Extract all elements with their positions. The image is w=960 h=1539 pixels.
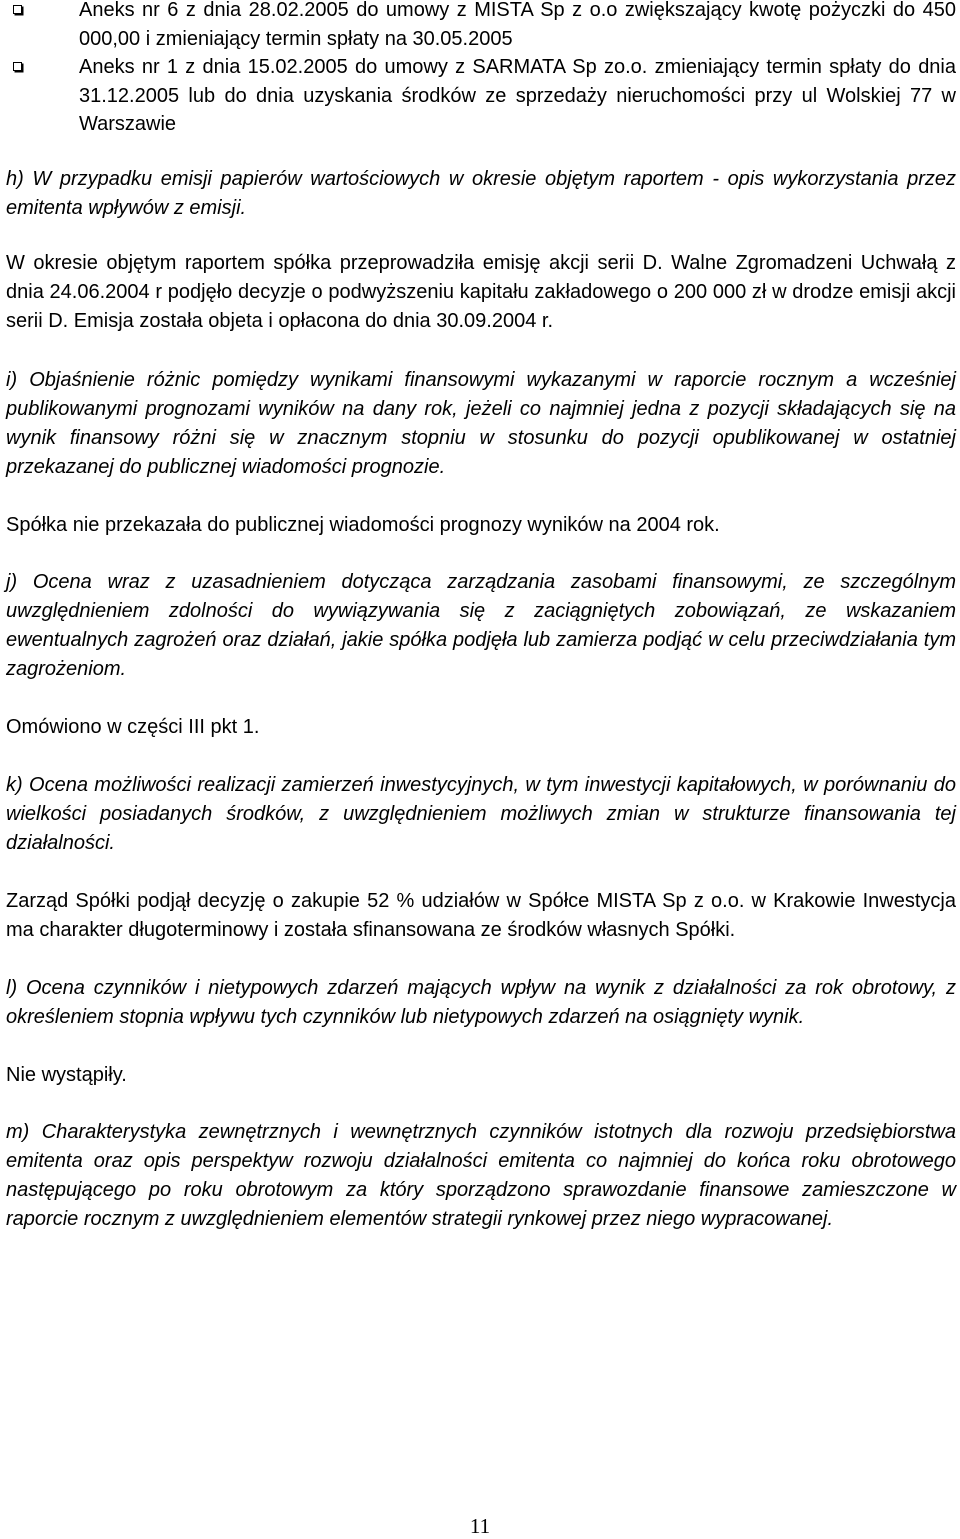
section-i-body: Spółka nie przekazała do publicznej wiadomości prognozy wyników na 2004 rok. — [6, 513, 720, 536]
section-i-heading: i) Objaśnienie różnic pomiędzy wynikami finansowymi wykazanymi w raporcie rocznym a wcześniej publikowanymi prognozami wyników na dany rok, jeżeli co najmniej jedna z pozycji składających się na wynik finansowy różni się w znacznym stopniu w stosunku do pozycji opublikowanej w ostatniej przekazanej do publicznej wiadomości prognozie. — [6, 368, 956, 478]
document-page — [6, 0, 956, 1234]
section-l-body: Nie wystąpiły. — [6, 1063, 127, 1086]
bullet-list — [6, 0, 956, 139]
section-l-heading: l) Ocena czynników i nietypowych zdarzeń mających wpływ na wynik z działalności za rok obrotowy, z określeniem stopnia wpływu tych czynników lub nietypowych zdarzeń na osiągnięty wynik. — [6, 976, 956, 1028]
section-h-heading: h) W przypadku emisji papierów wartościowych w okresie objętym raportem - opis wykorzystania przez emitenta wpływów z emisji. — [6, 167, 956, 219]
checkbox-bullet-icon — [13, 62, 22, 71]
checkbox-bullet-icon — [13, 5, 22, 14]
section-j-heading: j) Ocena wraz z uzasadnieniem dotycząca zarządzania zasobami finansowymi, ze szczególnym uwzględnieniem zdolności do wywiązywania się z zaciągniętych zobowiązań, ze wskazaniem ewentualnych zagrożeń oraz działań, jakie spółka podjęła lub zamierza podjąć w celu przeciwdziałania tym zagrożeniom. — [6, 570, 956, 680]
bullet-item-annex-1 — [6, 53, 956, 139]
section-k-heading: k) Ocena możliwości realizacji zamierzeń inwestycyjnych, w tym inwestycji kapitałowych, w porównaniu do wielkości posiadanych środków, z uwzględnieniem możliwych zmian w strukturze finansowania tej działalności. — [6, 773, 956, 854]
bullet-text: Aneks nr 6 z dnia 28.02.2005 do umowy z MISTA Sp z o.o zwiększający kwotę pożyczki do 450 000,00 i zmieniający termin spłaty na 30.05.2005 — [79, 0, 956, 50]
bullet-text: Aneks nr 1 z dnia 15.02.2005 do umowy z SARMATA Sp zo.o. zmieniający termin spłaty do dnia 31.12.2005 lub do dnia uzyskania środków ze sprzedaży nieruchomości przy ul Wolskiej 77 w Warszawie — [79, 56, 956, 135]
section-m-heading: m) Charakterystyka zewnętrznych i wewnętrznych czynników istotnych dla rozwoju przedsiębiorstwa emitenta oraz opis perspektyw rozwoju działalności emitenta co najmniej do końca roku obrotowego następującego po roku obrotowym za który sporządzono sprawozdanie finansowe zamieszczone w raporcie rocznym z uwzględnieniem elementów strategii rynkowej przez niego wypracowanej. — [6, 1120, 956, 1230]
section-k-body: Zarząd Spółki podjął decyzję o zakupie 52 % udziałów w Spółce MISTA Sp z o.o. w Krakowie Inwestycja ma charakter długoterminowy i została sfinansowana ze środków własnych Spółki. — [6, 889, 956, 941]
section-h-body: W okresie objętym raportem spółka przeprowadziła emisję akcji serii D. Walne Zgromadzeni Uchwałą z dnia 24.06.2004 r podjęło decyzje o podwyższeniu kapitału zakładowego o 200 000 zł w drodze emisji akcji serii D. Emisja została objeta i opłacona do dnia 30.09.2004 r. — [6, 251, 956, 332]
bullet-item-annex-6 — [6, 0, 956, 53]
section-j-body: Omówiono w części III pkt 1. — [6, 715, 260, 738]
page-number: 11 — [469, 1514, 491, 1538]
